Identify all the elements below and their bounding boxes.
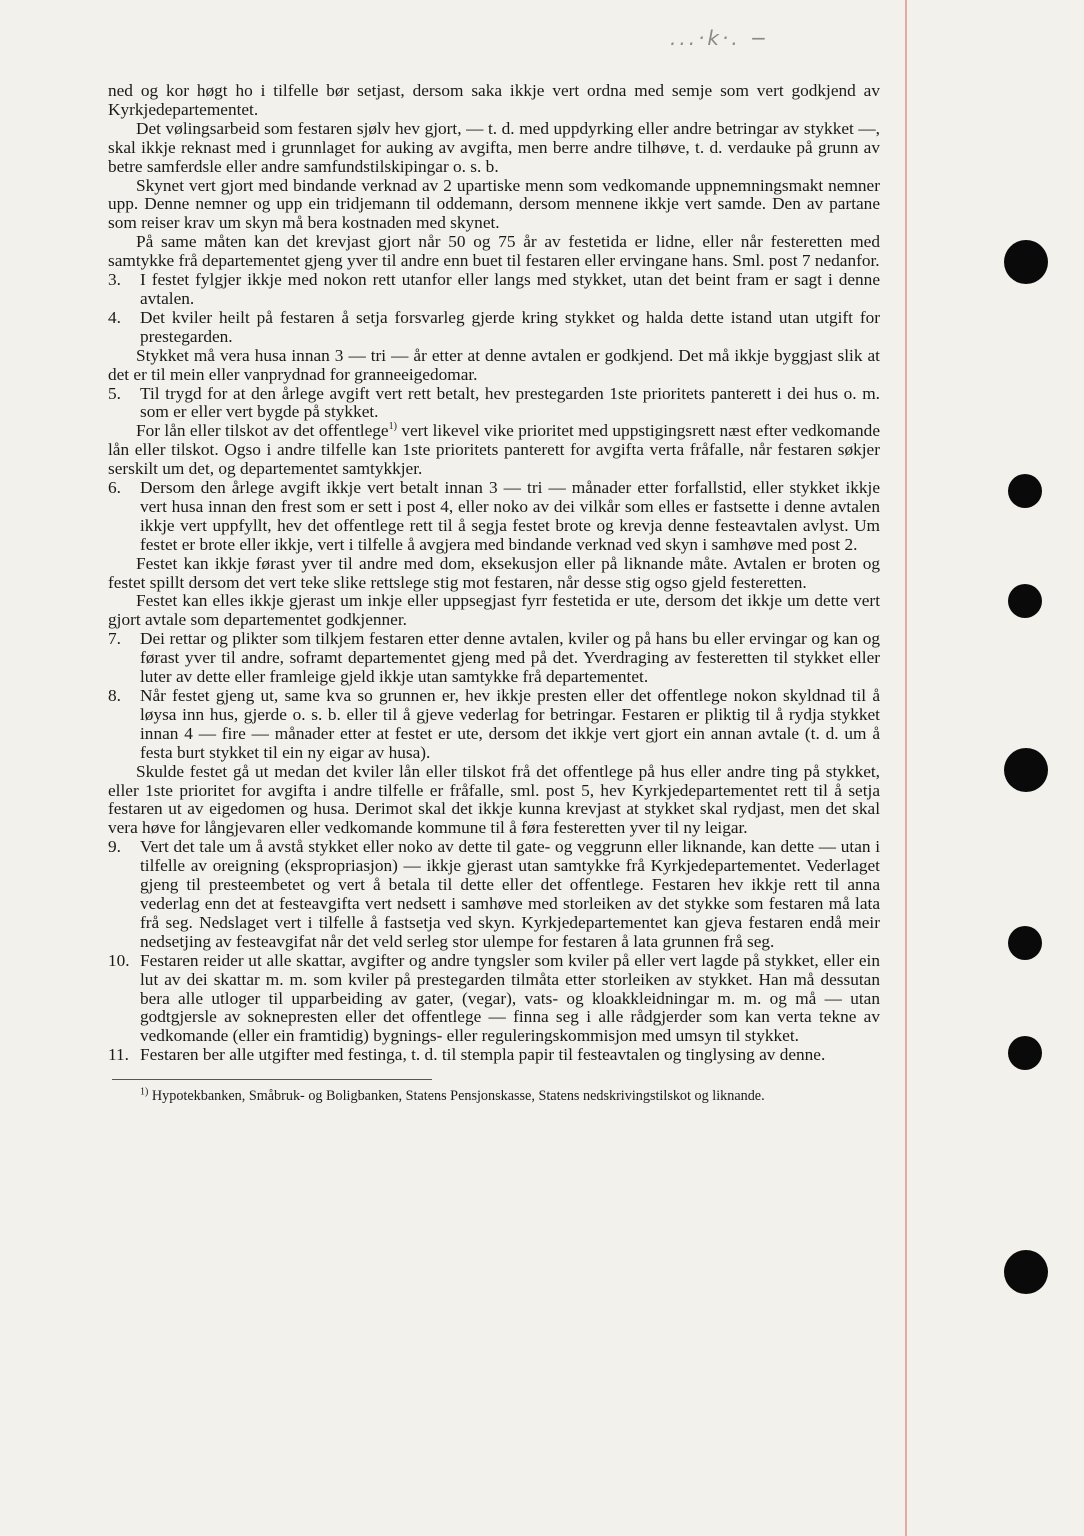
clause-number: 5. [108, 383, 121, 403]
punch-hole [1004, 1250, 1048, 1294]
paragraph-text: For lån eller tilskot av det offentlege [136, 421, 389, 441]
header-handwritten-mark: ...·k·. − [670, 26, 770, 50]
numbered-clause [108, 952, 880, 1047]
body-paragraph: Festet kan elles ikkje gjerast um inkje eller uppsegjast fyrr festetida er ute, dersom det ikkje um dette vert gjort avtale som departementet godkjenner. [108, 591, 880, 630]
clause-number: 4. [108, 307, 121, 327]
clause-number: 8. [108, 686, 121, 705]
body-paragraph: Det vølingsarbeid som festaren sjølv hev gjort, — t. d. med uppdyrking eller andre betringar av stykket —, skal ikkje reknast med i grunnlaget for auking av avgifta, men berre andre tilhøve, t. d. verdauke på grunn av betre samferdsle eller andre samfundstilskipingar o. s. b. [108, 118, 880, 176]
margin-rule [905, 0, 907, 1536]
body-paragraph: Festet kan ikkje førast yver til andre med dom, eksekusjon eller på liknande måte. Avtalen er broten og festet spillt dersom det vert teke slike rettslege stig mot festaren, når desse stig ogso gjeld festeretten. [108, 553, 880, 592]
footnote-text: Hypotekbanken, Småbruk- og Boligbanken, Statens Pensjonskasse, Statens nedskrivingstilskot og liknande. [148, 1088, 765, 1105]
footnote-reference: 1) [388, 421, 397, 433]
numbered-clause [108, 630, 880, 687]
numbered-clause [108, 309, 880, 347]
clause-text: Vert det tale um å avstå stykket eller noko av dette til gate- og veggrunn eller liknande, kan dette — utan i tilfelle av oreigning (ekspropriasjon) — ikkje gjerast utan samtykke frå Kyrkjedepartementet. Vederlaget gjeng til presteembetet og vert å betala til dette eller det offentlege. Festaren hev ikkje rett til anna vederlag enn det at festeavgifta vert nedsett i samhøve med storleiken av det stykke som festaren må lata frå seg. Nedslaget vert i tilfelle å fastsetja ved skyn. Kyrkjedepartementet kan gjeva festaren endå meir nedsetjing av festeavgifat når det veld serleg stor ulempe for festaren å lata grunnen frå seg. [140, 837, 880, 951]
numbered-clause [108, 687, 880, 763]
body-paragraph: Skynet vert gjort med bindande verknad av 2 upartiske menn som vedkomande uppnemningsmakt nemner upp. Denne nemner og upp ein tridjemann til oddemann, dersom mennene ikkje vert samde. Den av partane som reiser krav um skyn må bera kostnaden med skynet. [108, 175, 880, 233]
footnote-divider [112, 1079, 432, 1080]
body-paragraph: ned og kor høgt ho i tilfelle bør setjast, dersom saka ikkje vert ordna med semje som vert godkjend av Kyrkjedepartementet. [108, 81, 880, 119]
clause-number: 11. [108, 1045, 129, 1065]
document-body [108, 82, 880, 1105]
punch-hole [1008, 584, 1042, 618]
numbered-clause [108, 385, 880, 423]
clause-number: 10. [108, 950, 130, 970]
footnote [108, 1088, 880, 1105]
footnote-mark: 1) [140, 1086, 149, 1098]
punch-hole [1008, 926, 1042, 960]
body-paragraph: Stykket må vera husa innan 3 — tri — år etter at denne avtalen er godkjend. Det må ikkje byggjast slik at det er til mein eller vanprydnad for granneeigedomar. [108, 345, 880, 384]
clause-text: Det kviler heilt på festaren å setja forsvarleg gjerde kring stykket og halda dette istand utan utgift for prestegarden. [140, 307, 880, 346]
body-paragraph: På same måten kan det krevjast gjort når 50 og 75 år av festetida er lidne, eller når festeretten med samtykke frå departementet gjeng yver til andre enn buet til festaren eller ervingane hans. Sml. post 7 nedanfor. [108, 232, 880, 271]
clause-number: 6. [108, 478, 121, 498]
numbered-clause [108, 1046, 880, 1065]
clause-text: I festet fylgjer ikkje med nokon rett utanfor eller langs med stykket, utan det beint fram er sagt i denne avtalen. [140, 270, 880, 308]
numbered-clause [108, 479, 880, 555]
punch-hole [1008, 474, 1042, 508]
numbered-clause [108, 271, 880, 309]
clause-text: Når festet gjeng ut, same kva so grunnen er, hev ikkje presten eller det offentlege nokon skyldnad til å løysa inn hus, gjerde o. s. b. eller til å gjeve vederlag for betringar. Festaren er pliktig til å rydja stykket innan 4 — fire — månader etter at festet er ute, dersom det ikkje vert gjort ein annan avtale (t. d. um å festa burt stykket til ein ny eigar av husa). [140, 686, 880, 762]
punch-hole [1004, 748, 1048, 792]
paragraph-text: vert likevel vike prioritet med uppstigingsrett næst efter vedkomande lån eller tilskot. Ogso i andre tilfelle kan 1ste prioritets panterett for avgifta verta fråfalle, når festaren søkjer serskilt um det, og departementet samtykkjer. [108, 421, 880, 479]
clause-text: Til trygd for at den årlege avgift vert rett betalt, hev prestegarden 1ste prioritets panterett i dei hus o. m. som er eller vert bygde på stykket. [140, 383, 880, 422]
clause-text: Dersom den årlege avgift ikkje vert betalt innan 3 — tri — månader etter forfallstid, eller stykket ikkje vert husa innan den frest som er sett i post 4, eller noko av dei vilkår som elles er fastsette i denne avtalen ikkje vert uppfyllt, hev det offentlege rett til å segja festet brote og krevja denne festeavtalen avlyst. Um festet er brote eller ikkje, vert i tilfelle å avgjera med bindande verknad ved skyn i samhøve med post 2. [140, 478, 880, 554]
clause-number: 7. [108, 629, 121, 649]
body-paragraph: Skulde festet gå ut medan det kviler lån eller tilskot frå det offentlege på hus eller andre ting på stykket, eller 1ste prioritet for avgifta i andre tilfelle er fråfalle, sml. post 5, hev Kyrkjedepartementet rett til å setja festaren ut av eigedomen og husa. Derimot skal det ikkje kunna krevjast at stykket skal rydjast, men det skal vera høve for långjevaren eller vedkomande kommune til å føra festeretten yver til ny leigar. [108, 761, 880, 838]
clause-number: 3. [108, 270, 121, 290]
clause-text: Festaren ber alle utgifter med festinga, t. d. til stempla papir til festeavtalen og tinglysing av denne. [140, 1045, 826, 1065]
numbered-clause [108, 838, 880, 951]
clause-text: Dei rettar og plikter som tilkjem festaren etter denne avtalen, kviler og på hans bu eller ervingar og kan og førast yver til andre, soframt departementet gjeng med på det. Yverdraging av festeretten til stykket eller luter av dette eller framleige gjeld ikkje utan samtykke frå departementet. [140, 629, 880, 687]
clause-number: 9. [108, 837, 121, 857]
clause-text: Festaren reider ut alle skattar, avgifter og andre tyngsler som kviler på eller vert lagde på stykket, eller ein lut av dei skattar m. m. som kviler på prestegarden tilmåta etter storleiken av stykket. Han må dessutan bera alle utloger til upparbeiding av gater, (vegar), vats- og kloakkleidningar m. m. og må — utan godtgjersle av soknepresten eller det offentlege — finna seg i alle rådgjerder som kan verta tekne av vedkomande (eller ein framtidig) bygnings- eller reguleringskommisjon med umsyn til stykket. [140, 950, 880, 1046]
punch-hole [1004, 240, 1048, 284]
punch-hole [1008, 1036, 1042, 1070]
body-paragraph [108, 422, 880, 479]
